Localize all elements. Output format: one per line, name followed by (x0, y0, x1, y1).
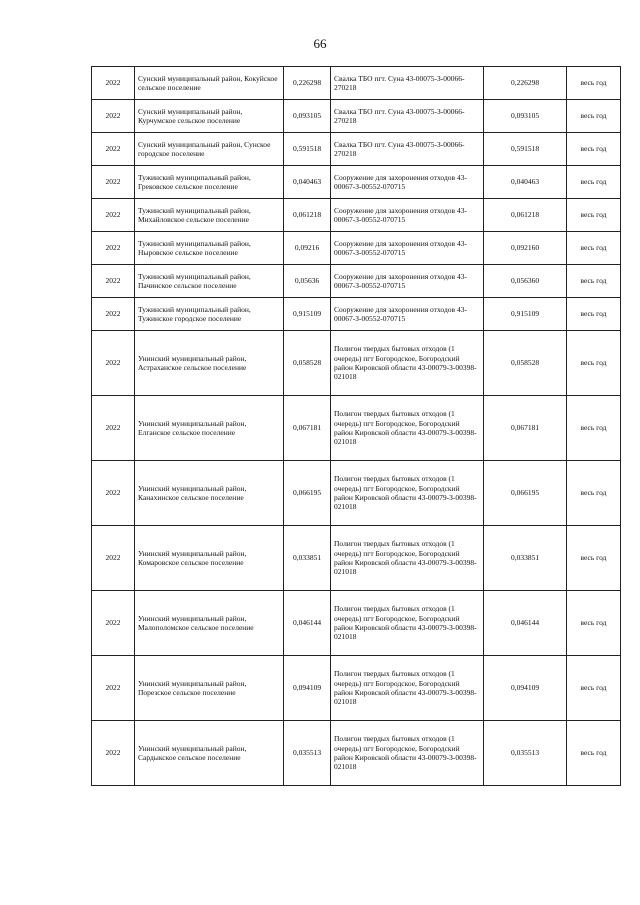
period-cell: весь год (567, 591, 621, 656)
volume-cell: 0,035513 (284, 721, 331, 786)
volume-cell: 0,094109 (284, 656, 331, 721)
volume-repeat-cell: 0,094109 (484, 656, 567, 721)
year-cell: 2022 (92, 100, 135, 133)
volume-cell: 0,05636 (284, 265, 331, 298)
municipality-cell: Унинский муниципальный район, Комаровское сельское поселение (135, 526, 284, 591)
table-row (92, 396, 621, 461)
table-row (92, 591, 621, 656)
municipality-cell: Унинский муниципальный район, Канахинское сельское поселение (135, 461, 284, 526)
disposal-site-cell: Сооружение для захоронения отходов 43-00067-З-00552-070715 (331, 166, 484, 199)
disposal-site-cell: Полигон твердых бытовых отходов (1 очередь) пгт Богородское, Богородский район Кировской области 43-00079-З-00398-021018 (331, 591, 484, 656)
disposal-site-cell: Полигон твердых бытовых отходов (1 очередь) пгт Богородское, Богородский район Кировской области 43-00079-З-00398-021018 (331, 526, 484, 591)
municipality-cell: Унинский муниципальный район, Сардыкское сельское поселение (135, 721, 284, 786)
year-cell: 2022 (92, 331, 135, 396)
volume-repeat-cell: 0,915109 (484, 298, 567, 331)
volume-cell: 0,067181 (284, 396, 331, 461)
table-row (92, 232, 621, 265)
volume-repeat-cell: 0,067181 (484, 396, 567, 461)
municipality-cell: Тужинский муниципальный район, Грековское сельское поселение (135, 166, 284, 199)
period-cell: весь год (567, 199, 621, 232)
period-cell: весь год (567, 656, 621, 721)
disposal-site-cell: Полигон твердых бытовых отходов (1 очередь) пгт Богородское, Богородский район Кировской области 43-00079-З-00398-021018 (331, 396, 484, 461)
table-row (92, 721, 621, 786)
year-cell: 2022 (92, 298, 135, 331)
table-row (92, 298, 621, 331)
period-cell: весь год (567, 133, 621, 166)
municipality-cell: Унинский муниципальный район, Малополомское сельское поселение (135, 591, 284, 656)
period-cell: весь год (567, 100, 621, 133)
table-row (92, 67, 621, 100)
table-row (92, 100, 621, 133)
volume-repeat-cell: 0,066195 (484, 461, 567, 526)
disposal-site-cell: Полигон твердых бытовых отходов (1 очередь) пгт Богородское, Богородский район Кировской области 43-00079-З-00398-021018 (331, 656, 484, 721)
period-cell: весь год (567, 396, 621, 461)
volume-cell: 0,066195 (284, 461, 331, 526)
period-cell: весь год (567, 232, 621, 265)
volume-cell: 0,040463 (284, 166, 331, 199)
municipality-cell: Тужинский муниципальный район, Пачинское сельское поселение (135, 265, 284, 298)
volume-repeat-cell: 0,092160 (484, 232, 567, 265)
volume-repeat-cell: 0,058528 (484, 331, 567, 396)
year-cell: 2022 (92, 526, 135, 591)
disposal-site-cell: Сооружение для захоронения отходов 43-00067-З-00552-070715 (331, 232, 484, 265)
year-cell: 2022 (92, 461, 135, 526)
municipality-cell: Тужинский муниципальный район, Ныровское сельское поселение (135, 232, 284, 265)
year-cell: 2022 (92, 199, 135, 232)
period-cell: весь год (567, 298, 621, 331)
volume-cell: 0,226298 (284, 67, 331, 100)
disposal-site-cell: Свалка ТБО пгт. Суна 43-00075-З-00066-270218 (331, 100, 484, 133)
table-row (92, 199, 621, 232)
volume-repeat-cell: 0,093105 (484, 100, 567, 133)
period-cell: весь год (567, 67, 621, 100)
table-row (92, 166, 621, 199)
volume-cell: 0,591518 (284, 133, 331, 166)
disposal-site-cell: Полигон твердых бытовых отходов (1 очередь) пгт Богородское, Богородский район Кировской области 43-00079-З-00398-021018 (331, 331, 484, 396)
volume-cell: 0,061218 (284, 199, 331, 232)
period-cell: весь год (567, 331, 621, 396)
period-cell: весь год (567, 526, 621, 591)
municipality-cell: Унинский муниципальный район, Астраханское сельское поселение (135, 331, 284, 396)
table-row (92, 656, 621, 721)
year-cell: 2022 (92, 656, 135, 721)
disposal-site-cell: Сооружение для захоронения отходов 43-00067-З-00552-070715 (331, 199, 484, 232)
volume-cell: 0,093105 (284, 100, 331, 133)
table-row (92, 461, 621, 526)
disposal-site-cell: Свалка ТБО пгт. Суна 43-00075-З-00066-270218 (331, 133, 484, 166)
disposal-site-cell: Сооружение для захоронения отходов 43-00067-З-00552-070715 (331, 265, 484, 298)
disposal-site-cell: Свалка ТБО пгт. Суна 43-00075-З-00066-270218 (331, 67, 484, 100)
volume-repeat-cell: 0,035513 (484, 721, 567, 786)
volume-cell: 0,058528 (284, 331, 331, 396)
page-number: 66 (313, 36, 327, 51)
volume-repeat-cell: 0,226298 (484, 67, 567, 100)
municipality-cell: Сунский муниципальный район, Курчумское сельское поселение (135, 100, 284, 133)
volume-repeat-cell: 0,056360 (484, 265, 567, 298)
disposal-site-cell: Полигон твердых бытовых отходов (1 очередь) пгт Богородское, Богородский район Кировской области 43-00079-З-00398-021018 (331, 721, 484, 786)
period-cell: весь год (567, 166, 621, 199)
table-row (92, 133, 621, 166)
disposal-site-cell: Сооружение для захоронения отходов 43-00067-З-00552-070715 (331, 298, 484, 331)
municipality-cell: Тужинский муниципальный район, Михайловское сельское поселение (135, 199, 284, 232)
year-cell: 2022 (92, 591, 135, 656)
volume-repeat-cell: 0,033851 (484, 526, 567, 591)
volume-repeat-cell: 0,591518 (484, 133, 567, 166)
volume-cell: 0,046144 (284, 591, 331, 656)
year-cell: 2022 (92, 721, 135, 786)
year-cell: 2022 (92, 232, 135, 265)
period-cell: весь год (567, 265, 621, 298)
year-cell: 2022 (92, 166, 135, 199)
period-cell: весь год (567, 461, 621, 526)
table-row (92, 526, 621, 591)
table-body (92, 67, 621, 786)
year-cell: 2022 (92, 396, 135, 461)
volume-repeat-cell: 0,040463 (484, 166, 567, 199)
municipality-cell: Сунский муниципальный район, Кокуйское сельское поселение (135, 67, 284, 100)
volume-repeat-cell: 0,061218 (484, 199, 567, 232)
municipality-cell: Сунский муниципальный район, Сунское городское поселение (135, 133, 284, 166)
period-cell: весь год (567, 721, 621, 786)
volume-cell: 0,915109 (284, 298, 331, 331)
municipality-cell: Унинский муниципальный район, Порезское сельское поселение (135, 656, 284, 721)
disposal-site-cell: Полигон твердых бытовых отходов (1 очередь) пгт Богородское, Богородский район Кировской области 43-00079-З-00398-021018 (331, 461, 484, 526)
table-row (92, 265, 621, 298)
volume-cell: 0,09216 (284, 232, 331, 265)
waste-volume-table (91, 66, 621, 786)
year-cell: 2022 (92, 67, 135, 100)
year-cell: 2022 (92, 133, 135, 166)
municipality-cell: Тужинский муниципальный район, Тужинское городское поселение (135, 298, 284, 331)
table-row (92, 331, 621, 396)
municipality-cell: Унинский муниципальный район, Елганское сельское поселение (135, 396, 284, 461)
year-cell: 2022 (92, 265, 135, 298)
volume-cell: 0,033851 (284, 526, 331, 591)
volume-repeat-cell: 0,046144 (484, 591, 567, 656)
